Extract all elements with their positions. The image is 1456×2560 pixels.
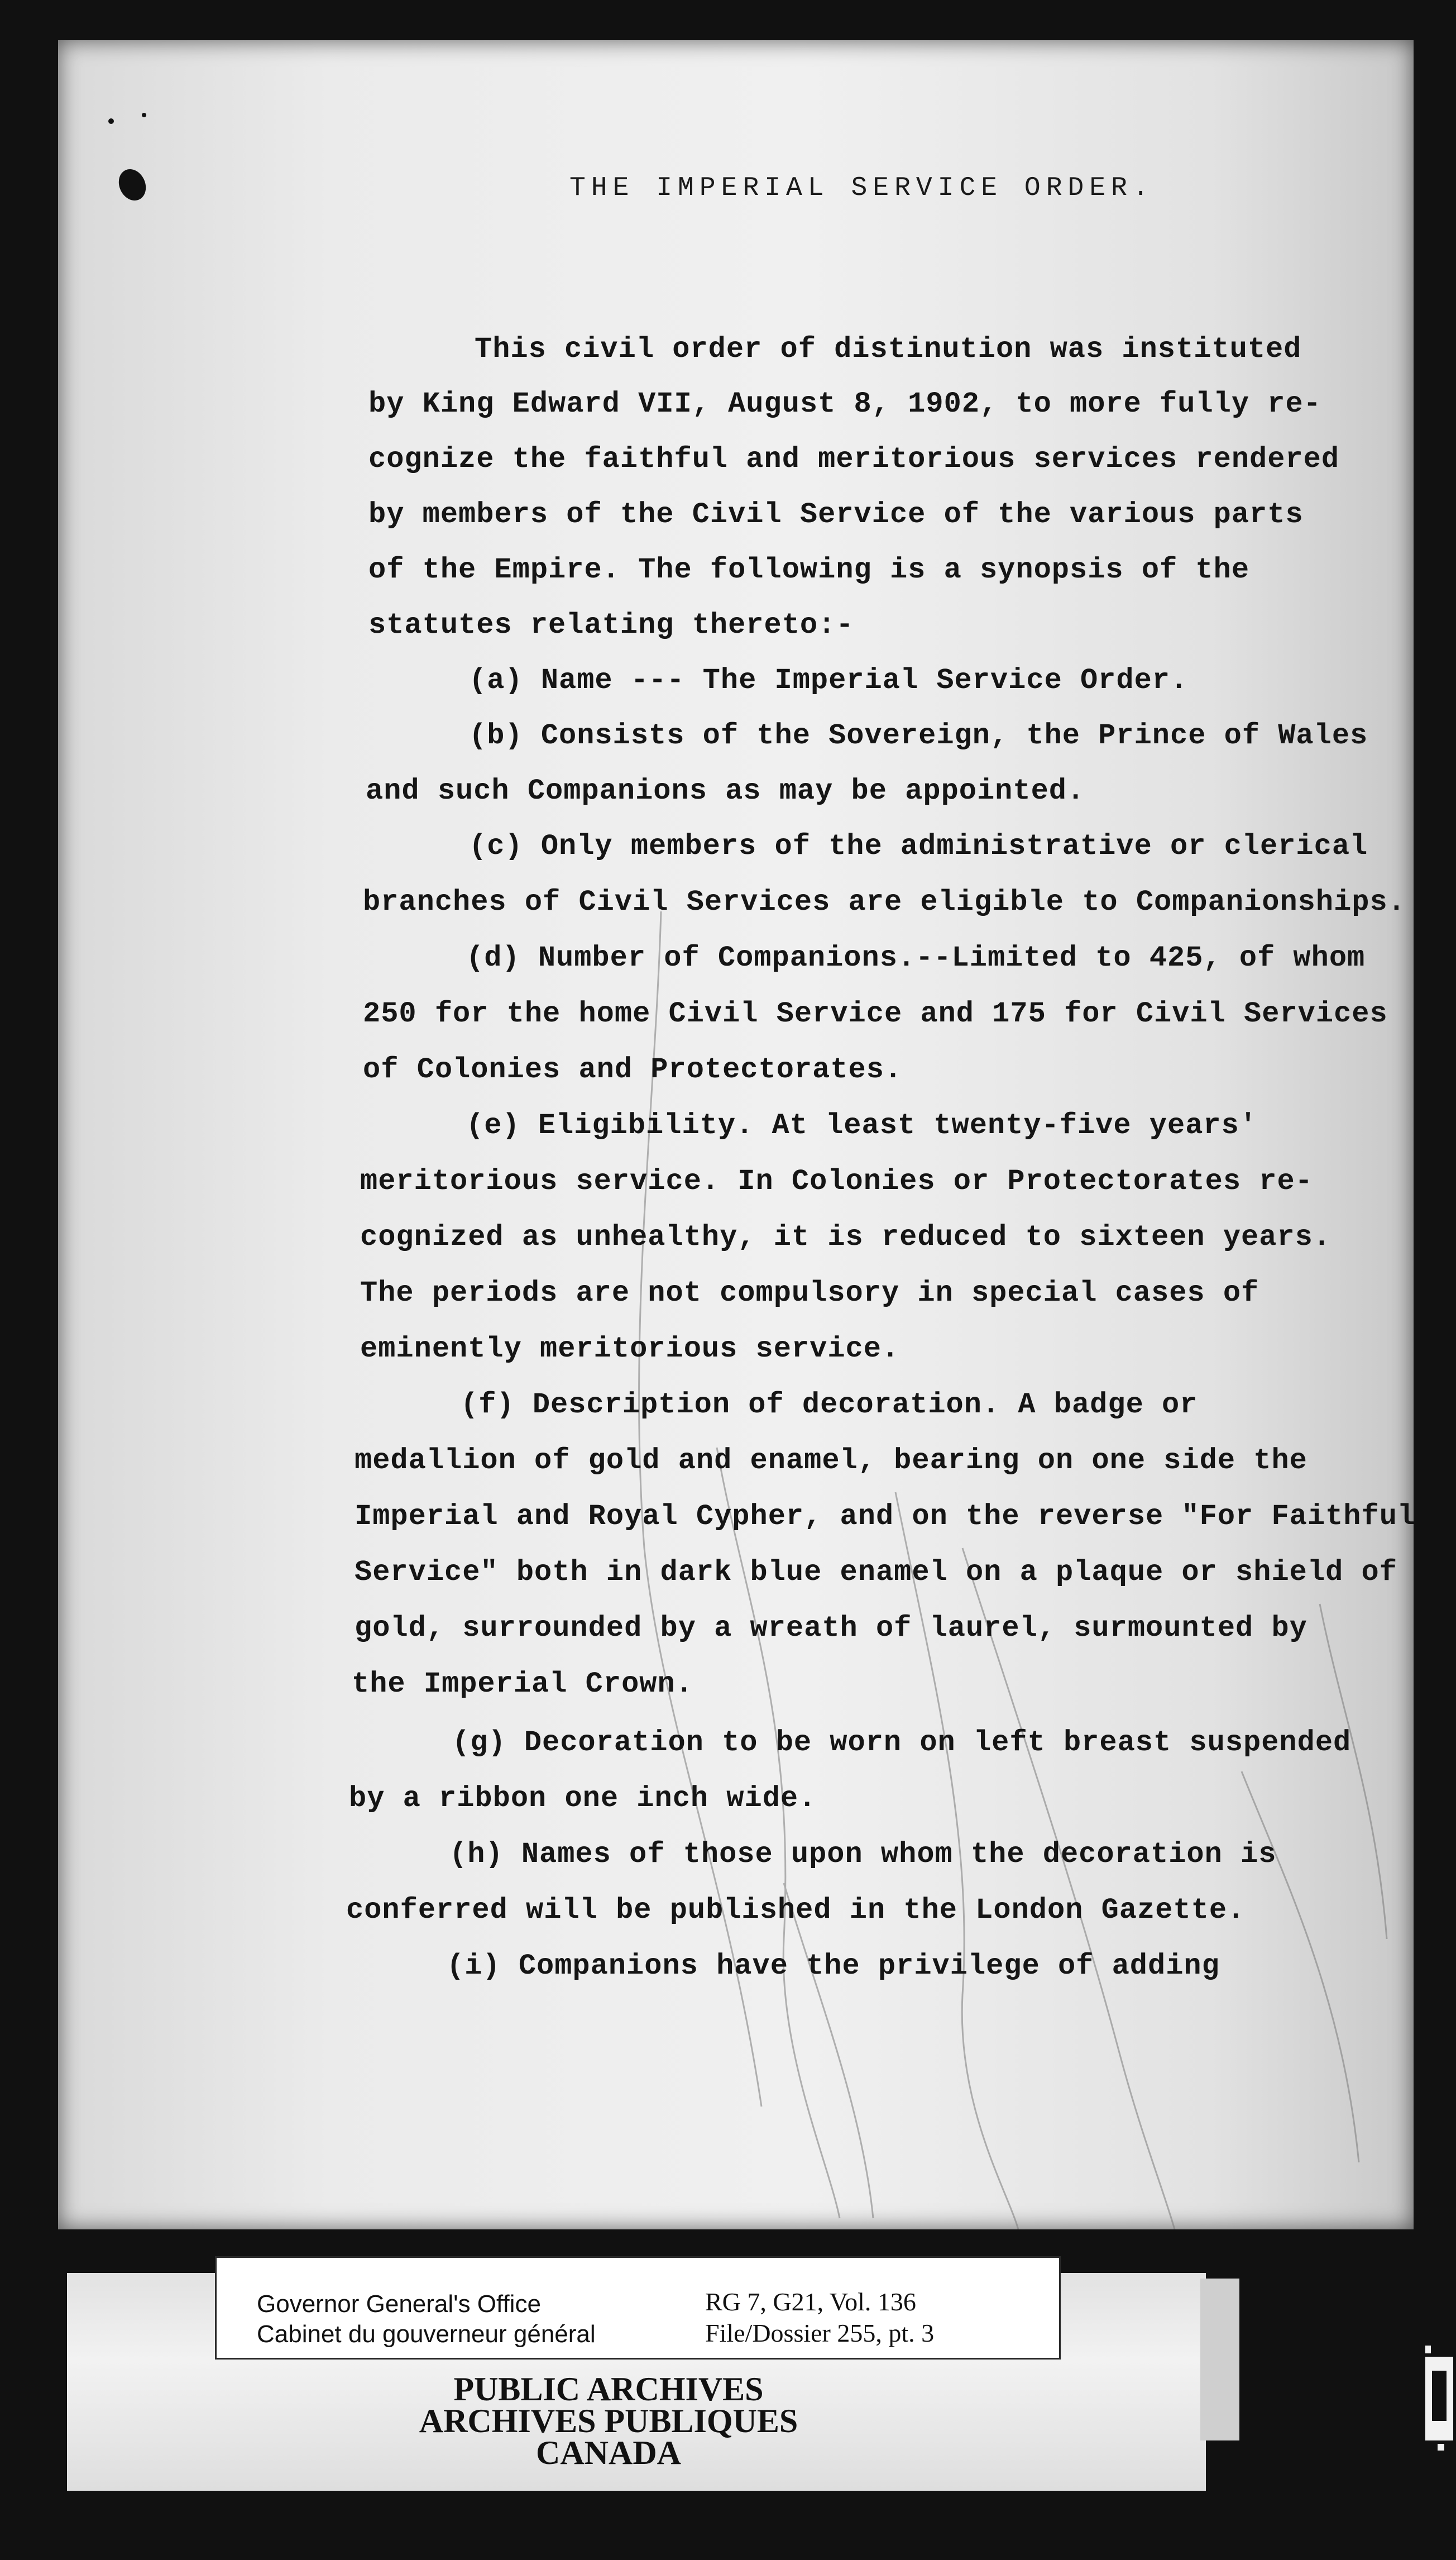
body-line: Service" both in dark blue enamel on a plaque or shield of [355,1556,1397,1589]
page-title: THE IMPERIAL SERVICE ORDER. [569,173,1155,203]
list-item-i: (i) Companions have the privilege of adding [447,1950,1220,1983]
body-line: conferred will be published in the London Gazette. [346,1894,1246,1927]
office-english: Governor General's Office [257,2290,541,2318]
film-edge-mark [1421,2346,1456,2452]
body-line: medallion of gold and enamel, bearing on one side the [355,1444,1307,1477]
archive-strip-tab [1200,2279,1239,2440]
list-item-d: (d) Number of Companions.--Limited to 425, of whom [466,942,1366,975]
body-line: of the Empire. The following is a synopsis of the [368,553,1250,586]
body-line: Imperial and Royal Cypher, and on the reverse "For Faithful [355,1500,1416,1533]
body-line: eminently meritorious service. [360,1332,900,1365]
body-line: gold, surrounded by a wreath of laurel, surmounted by [355,1612,1307,1645]
list-item-a: (a) Name --- The Imperial Service Order. [469,664,1189,697]
body-line: and such Companions as may be appointed. [366,775,1085,808]
body-line: branches of Civil Services are eligible to Companionships. [363,886,1406,919]
archive-reference-label [215,2256,1061,2360]
ink-speck [114,165,151,205]
body-line: the Imperial Crown. [352,1668,693,1701]
archive-stamp-line-2: ARCHIVES PUBLIQUES [419,2403,798,2439]
list-item-h: (h) Names of those upon whom the decoration is [449,1838,1277,1871]
body-line: cognize the faithful and meritorious services rendered [368,443,1340,476]
archive-stamp-line-1: PUBLIC ARCHIVES [453,2371,764,2408]
list-item-c: (c) Only members of the administrative or clerical [469,830,1368,863]
record-group-reference: RG 7, G21, Vol. 136 [705,2287,916,2316]
list-item-g: (g) Decoration to be worn on left breast suspended [452,1726,1352,1759]
body-line: 250 for the home Civil Service and 175 for Civil Services [363,997,1388,1030]
archive-stamp-line-3: CANADA [536,2434,681,2471]
list-item-e: (e) Eligibility. At least twenty-five years' [466,1109,1258,1142]
body-line: by King Edward VII, August 8, 1902, to more fully re- [368,388,1321,421]
body-line: by a ribbon one inch wide. [349,1782,817,1815]
ink-speck [142,113,146,117]
body-line: by members of the Civil Service of the various parts [368,498,1304,531]
body-line: cognized as unhealthy, it is reduced to sixteen years. [360,1221,1332,1254]
file-reference: File/Dossier 255, pt. 3 [705,2319,935,2347]
body-line: This civil order of distinution was instituted [475,333,1302,366]
ink-speck [108,118,114,124]
body-line: of Colonies and Protectorates. [363,1053,903,1086]
body-line: The periods are not compulsory in special cases of [360,1277,1259,1310]
office-french: Cabinet du gouverneur général [257,2320,596,2348]
body-line: statutes relating thereto:- [368,609,854,642]
list-item-f: (f) Description of decoration. A badge or [461,1388,1198,1421]
body-line: meritorious service. In Colonies or Protectorates re- [360,1165,1313,1198]
list-item-b: (b) Consists of the Sovereign, the Prince of Wales [469,719,1368,752]
